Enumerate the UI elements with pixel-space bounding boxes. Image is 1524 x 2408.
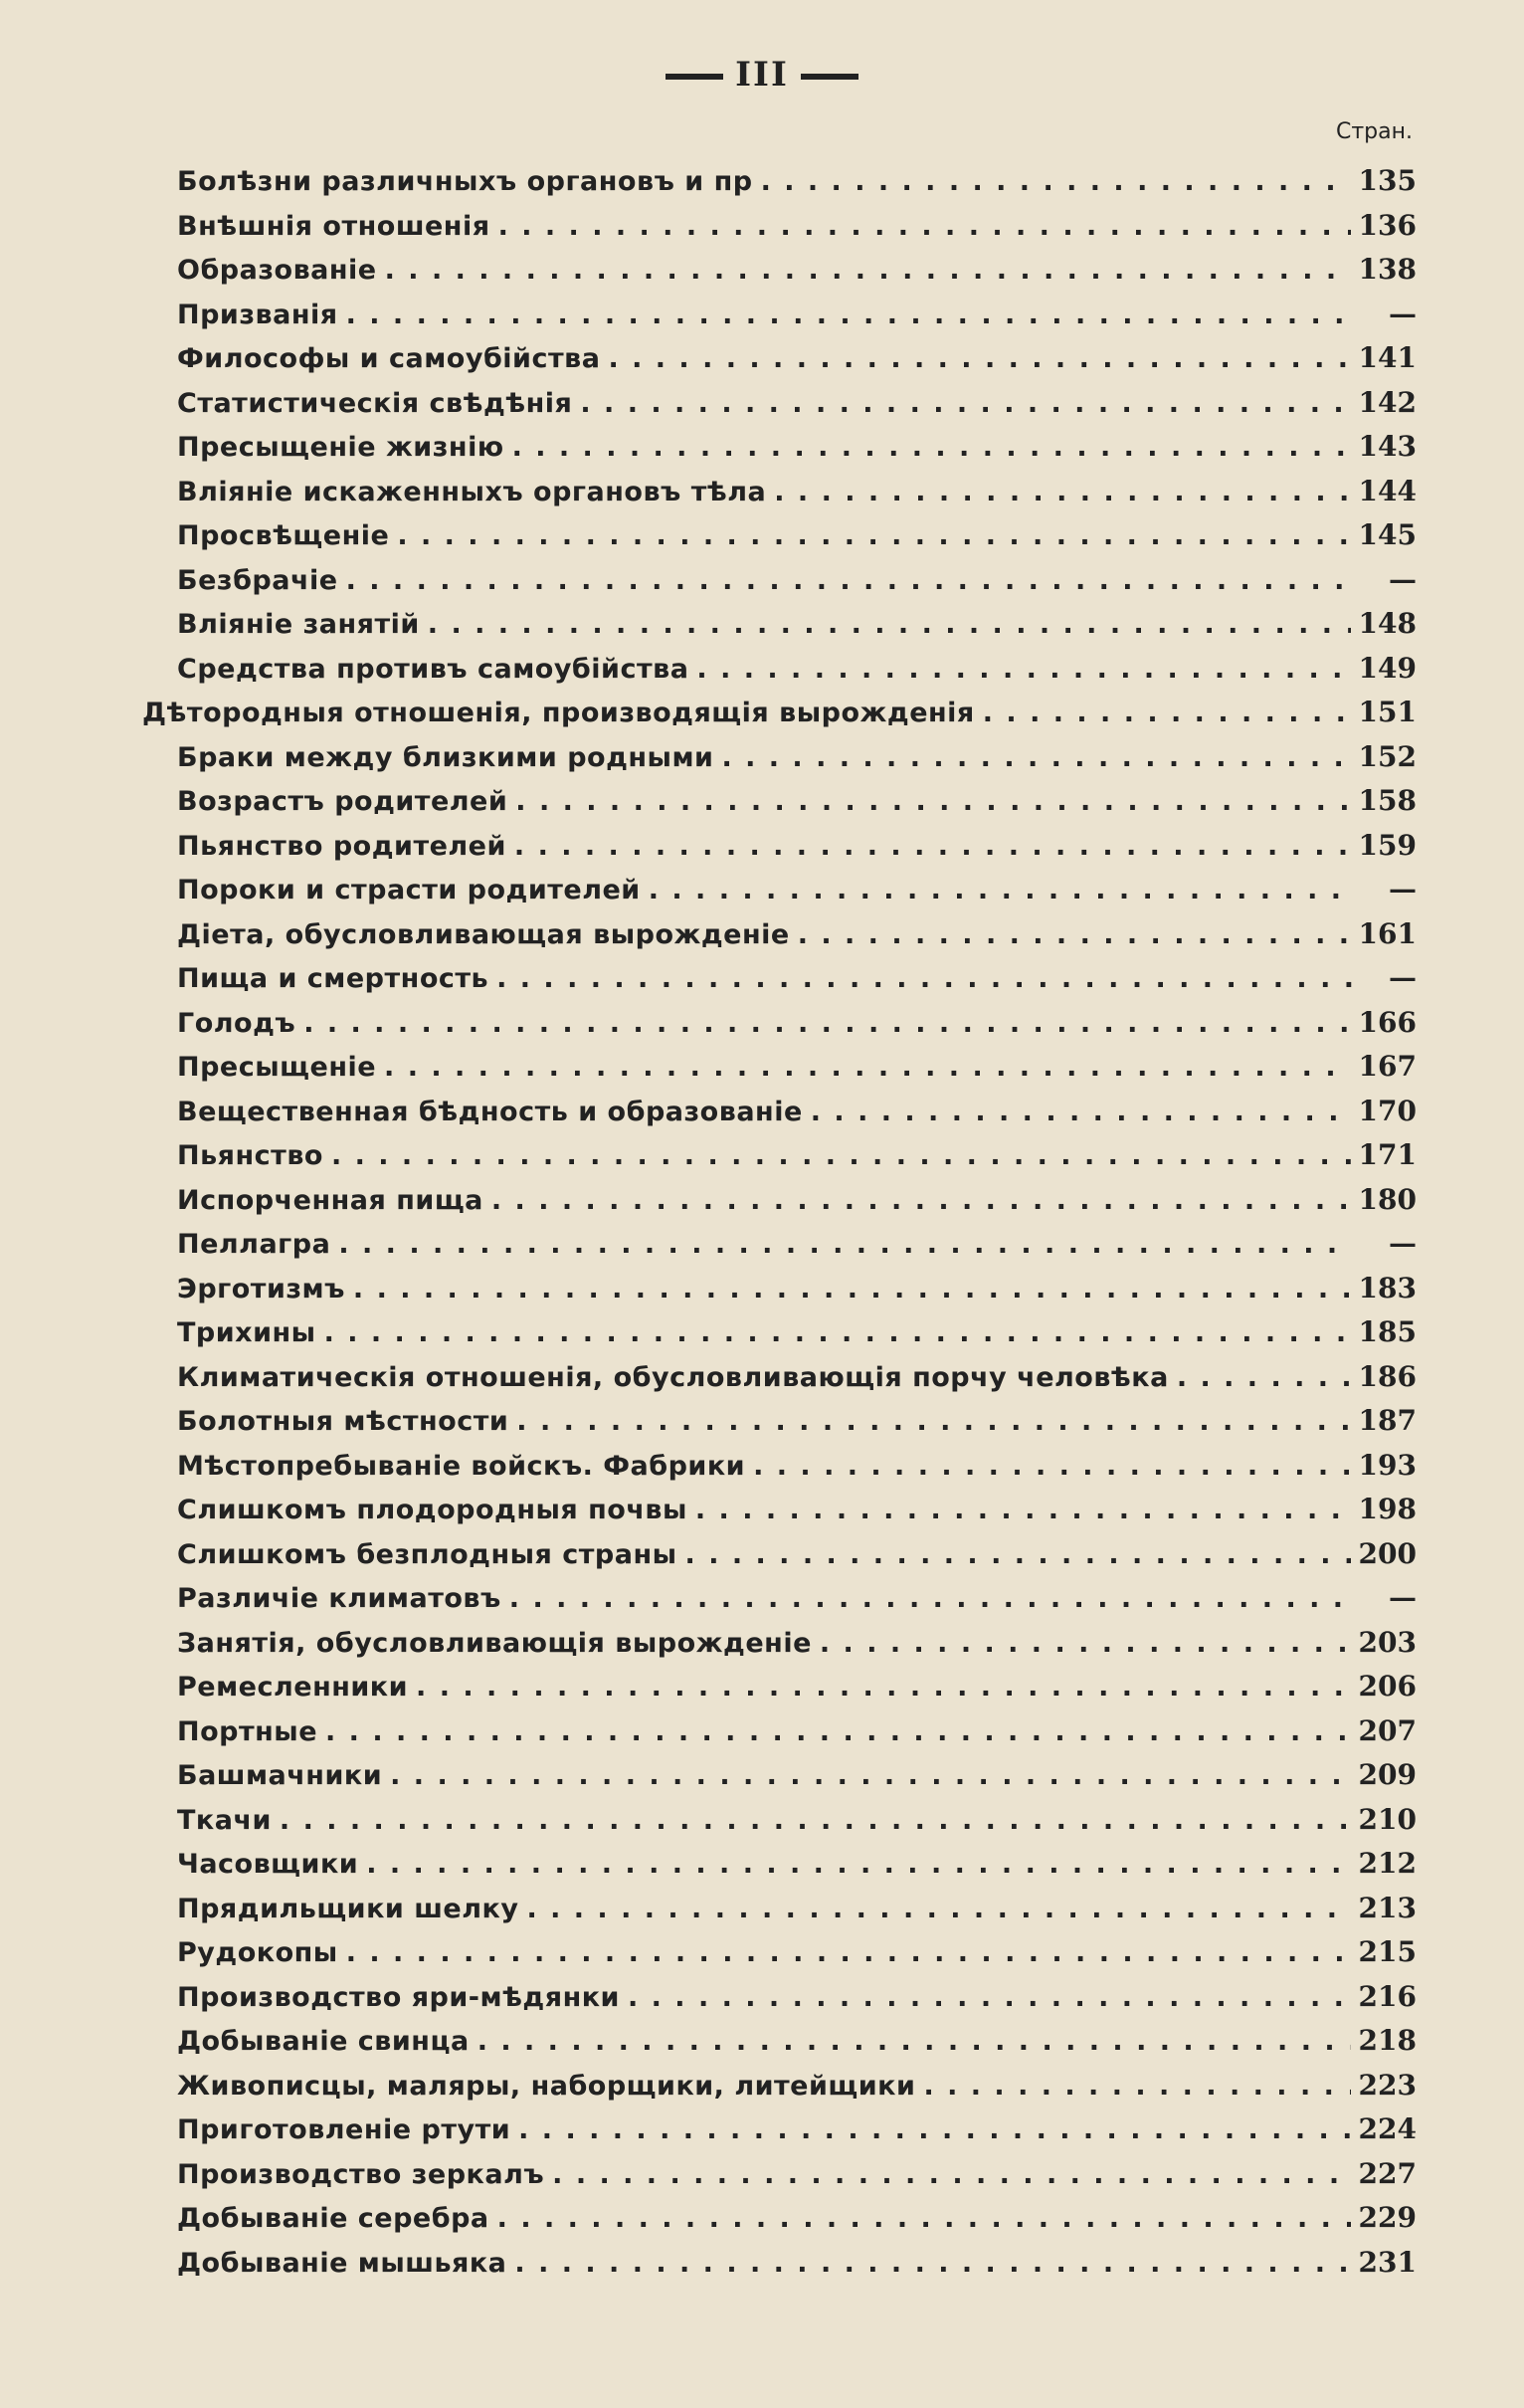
- dot-leader: [512, 426, 1351, 471]
- toc-entry: [0, 513, 1524, 558]
- toc-entry-title: Производство зеркалъ: [177, 2158, 545, 2190]
- toc-entry: [0, 2152, 1524, 2197]
- toc-entry-page-number: 143: [1358, 430, 1417, 463]
- toc-entry-page-number: —: [1389, 873, 1417, 905]
- dot-leader: [353, 1268, 1351, 1312]
- dot-leader: [721, 736, 1350, 781]
- toc-entry: [0, 1222, 1524, 1267]
- toc-entry-page-number: 151: [1358, 696, 1417, 728]
- toc-entry-row: [177, 735, 1417, 780]
- toc-entry-page-number: 203: [1358, 1625, 1417, 1659]
- dot-leader: [497, 2197, 1351, 2242]
- toc-entry-page-number: 213: [1358, 1891, 1417, 1924]
- toc-entry: [0, 2196, 1524, 2241]
- dot-leader: [518, 2108, 1350, 2153]
- toc-entry-row: [177, 248, 1417, 293]
- toc-entry-page-number: 158: [1358, 784, 1417, 817]
- toc-entry: [0, 2064, 1524, 2108]
- toc-entry: [0, 2019, 1524, 2064]
- toc-entry-title: Ремесленники: [177, 1672, 409, 1703]
- toc-entry-row: [177, 2241, 1417, 2286]
- toc-entry-row: [177, 1001, 1417, 1046]
- toc-entry-page-number: 170: [1358, 1094, 1417, 1127]
- toc-entry-row: [177, 1310, 1417, 1355]
- toc-entry: [0, 1532, 1524, 1577]
- dot-leader: [498, 205, 1351, 250]
- dot-leader: [385, 249, 1351, 294]
- toc-entry-title: Возрастъ родителей: [177, 786, 508, 817]
- toc-entry-row: [177, 1665, 1417, 1709]
- toc-entry: [0, 159, 1524, 204]
- toc-entry-row: [177, 1355, 1417, 1400]
- toc-entry: [0, 470, 1524, 514]
- toc-entry-title: Живописцы, маляры, наборщики, литейщики: [177, 2070, 916, 2102]
- toc-entry-title: Вліяніе занятій: [177, 609, 420, 640]
- toc-entry-row: [177, 1267, 1417, 1311]
- toc-entry: [0, 1798, 1524, 1843]
- toc-entry-page-number: —: [1389, 562, 1417, 596]
- toc-entry: [0, 1753, 1524, 1798]
- toc-entry-page-number: 159: [1358, 828, 1417, 862]
- dot-leader: [753, 1445, 1350, 1490]
- page-number-text: III: [735, 55, 789, 95]
- dot-leader: [552, 2153, 1350, 2198]
- dot-leader: [390, 1754, 1350, 1799]
- toc-entry-page-number: 144: [1358, 474, 1417, 507]
- toc-entry-page-number: —: [1389, 961, 1417, 994]
- dot-leader: [384, 1046, 1351, 1091]
- toc-entry-row: [177, 1753, 1417, 1798]
- toc-entry: [0, 1975, 1524, 2020]
- toc-entry-row: [177, 1045, 1417, 1090]
- dot-leader: [346, 1931, 1351, 1976]
- toc-entry: [0, 1399, 1524, 1444]
- toc-entry-page-number: 209: [1358, 1758, 1417, 1791]
- toc-entry-page-number: 227: [1358, 2156, 1417, 2190]
- toc-entry-page-number: —: [1389, 1581, 1417, 1614]
- toc-entry-row: [177, 2064, 1417, 2108]
- toc-entry-title: Слишкомъ плодородныя почвы: [177, 1495, 687, 1525]
- toc-entry-page-number: 135: [1358, 164, 1417, 197]
- dot-leader: [428, 603, 1351, 648]
- toc-entry-page-number: 145: [1358, 518, 1417, 551]
- toc-entry-row: [177, 1488, 1417, 1532]
- toc-entry-row: [177, 1178, 1417, 1223]
- toc-entry: [0, 956, 1524, 1001]
- toc-entry-title: Философы и самоубійства: [177, 343, 601, 374]
- toc-section-entry: [0, 691, 1524, 735]
- toc-entry: [0, 868, 1524, 912]
- toc-entry-page-number: 185: [1358, 1315, 1417, 1348]
- toc-entry-row: [177, 1798, 1417, 1843]
- toc-entry-page-number: 193: [1358, 1448, 1417, 1482]
- toc-entry-title: Пеллагра: [177, 1229, 331, 1260]
- toc-entry: [0, 824, 1524, 869]
- toc-entry-title: Добываніе мышьяка: [177, 2247, 507, 2279]
- toc-entry-page-number: 206: [1358, 1670, 1417, 1703]
- toc-entry-page-number: 198: [1358, 1493, 1417, 1525]
- toc-entry-title: Статистическія свѣдѣнія: [177, 387, 573, 419]
- toc-entry-row: [177, 1532, 1417, 1577]
- toc-entry-page-number: 149: [1358, 651, 1417, 685]
- dot-leader: [366, 1843, 1350, 1888]
- toc-entry-title: Браки между близкими родными: [177, 741, 714, 773]
- toc-entry-title: Эрготизмъ: [177, 1273, 345, 1304]
- toc-entry-row: [177, 1399, 1417, 1444]
- page-number: [0, 55, 1524, 95]
- toc-entry-page-number: 210: [1358, 1802, 1417, 1836]
- dot-leader: [526, 1888, 1350, 1932]
- dot-leader: [324, 1311, 1351, 1356]
- toc-entry: [0, 2107, 1524, 2152]
- toc-entry-row: [177, 912, 1417, 957]
- toc-entry-title: Ткачи: [177, 1804, 272, 1836]
- toc-entry-row: [177, 1444, 1417, 1489]
- toc-entry-page-number: 171: [1358, 1138, 1417, 1171]
- page-number-left-dash: [666, 74, 723, 80]
- toc-entry-row: [177, 2107, 1417, 2152]
- dot-leader: [983, 692, 1351, 736]
- toc-entry-title: Добываніе свинца: [177, 2026, 470, 2057]
- dot-leader: [685, 1533, 1351, 1578]
- toc-entry-row: [142, 691, 1417, 735]
- toc-entry-title: Пороки и страсти родителей: [177, 875, 641, 905]
- toc-entry-row: [177, 1222, 1417, 1267]
- toc-entry-page-number: 216: [1358, 1979, 1417, 2013]
- toc-entry: [0, 647, 1524, 692]
- toc-entry: [0, 1576, 1524, 1621]
- toc-entry: [0, 602, 1524, 647]
- toc-entry-title: Добываніе серебра: [177, 2203, 489, 2234]
- toc-entry-page-number: 187: [1358, 1404, 1417, 1437]
- dot-leader: [649, 869, 1353, 913]
- toc-entry-page-number: 136: [1358, 208, 1417, 242]
- dot-leader: [280, 1799, 1351, 1844]
- toc-entry-row: [177, 159, 1417, 204]
- toc-entry: [0, 1267, 1524, 1311]
- dot-leader: [397, 514, 1350, 559]
- toc-entry: [0, 1665, 1524, 1709]
- toc-entry: [0, 293, 1524, 337]
- toc-entry-title: Дѣторoдныя отношенія, производящія вырожденія: [142, 698, 975, 728]
- toc-entry-page-number: 207: [1358, 1713, 1417, 1747]
- toc-entry-page-number: 223: [1358, 2068, 1417, 2102]
- toc-entry-page-number: —: [1389, 1227, 1417, 1260]
- toc-entry-page-number: 138: [1358, 253, 1417, 286]
- toc-entry-row: [177, 956, 1417, 1001]
- toc-entry-title: Различіе климатовъ: [177, 1583, 501, 1614]
- dot-leader: [338, 1223, 1353, 1268]
- toc-entry-title: Прядильщики шелку: [177, 1893, 519, 1924]
- toc-entry: [0, 912, 1524, 957]
- toc-entry-row: [177, 204, 1417, 249]
- dot-leader: [774, 471, 1350, 515]
- toc-entry-row: [177, 647, 1417, 692]
- toc-entry-title: Внѣшнія отношенія: [177, 210, 490, 242]
- toc-entry-title: Пьянство родителей: [177, 830, 506, 862]
- dot-leader: [509, 1577, 1353, 1622]
- toc-entry: [0, 1178, 1524, 1223]
- toc-entry-title: Климатическія отношенія, обусловливающія порчу человѣка: [177, 1361, 1169, 1393]
- dot-leader: [798, 913, 1351, 958]
- toc-entry: [0, 1709, 1524, 1754]
- toc-entry-title: Вещественная бѣдность и образованіе: [177, 1096, 803, 1127]
- dot-leader: [1177, 1356, 1351, 1401]
- dot-leader: [303, 1002, 1350, 1047]
- toc-entry-page-number: 166: [1358, 1005, 1417, 1039]
- toc-entry-title: Вліяніе искаженныхъ органовъ тѣла: [177, 476, 767, 507]
- toc-entry: [0, 558, 1524, 603]
- toc-entry: [0, 1001, 1524, 1046]
- toc-entry-page-number: 218: [1358, 2024, 1417, 2057]
- toc-entry-title: Рудокопы: [177, 1937, 338, 1968]
- toc-entry-page-number: 152: [1358, 739, 1417, 773]
- toc-entry-row: [177, 1621, 1417, 1666]
- toc-entry-row: [177, 1090, 1417, 1134]
- toc-entry: [0, 1887, 1524, 1931]
- toc-entry: [0, 1488, 1524, 1532]
- toc-entry-row: [177, 558, 1417, 603]
- toc-entry-page-number: 212: [1358, 1847, 1417, 1880]
- toc-entry-page-number: 200: [1358, 1536, 1417, 1570]
- toc-entry: [0, 779, 1524, 824]
- toc-entry-row: [177, 1709, 1417, 1754]
- toc-entry-page-number: 141: [1358, 341, 1417, 374]
- toc-entry-row: [177, 1133, 1417, 1178]
- toc-entry-row: [177, 868, 1417, 912]
- toc-entry-row: [177, 1842, 1417, 1887]
- toc-entry: [0, 1842, 1524, 1887]
- toc-entry-title: Средства противъ самоубійства: [177, 653, 689, 685]
- toc-entry-row: [177, 824, 1417, 869]
- toc-entry: [0, 735, 1524, 780]
- toc-entry: [0, 1310, 1524, 1355]
- toc-entry: [0, 425, 1524, 470]
- toc-entry-page-number: 180: [1358, 1182, 1417, 1216]
- toc-entry: [0, 1133, 1524, 1178]
- toc-entry-title: Болотныя мѣстности: [177, 1406, 509, 1437]
- toc-entry: [0, 1444, 1524, 1489]
- dot-leader: [923, 2065, 1350, 2109]
- toc-entry-title: Призванія: [177, 299, 338, 330]
- dot-leader: [325, 1710, 1351, 1755]
- toc-entry: [0, 248, 1524, 293]
- dot-leader: [346, 559, 1353, 604]
- dot-leader: [696, 648, 1350, 693]
- toc-entry-title: Занятія, обусловливающія вырожденіе: [177, 1627, 812, 1659]
- toc-entry: [0, 204, 1524, 249]
- toc-entry-row: [177, 1887, 1417, 1931]
- toc-entry-row: [177, 1930, 1417, 1975]
- dot-leader: [761, 160, 1351, 205]
- dot-leader: [514, 825, 1351, 870]
- toc-entry-title: Часовщики: [177, 1849, 359, 1880]
- toc-entry-title: Діета, обусловливающая вырожденіе: [177, 918, 790, 950]
- dot-leader: [416, 1666, 1351, 1710]
- toc-entry: [0, 1355, 1524, 1400]
- toc-entry-row: [177, 1576, 1417, 1621]
- toc-entry-row: [177, 2152, 1417, 2197]
- dot-leader: [491, 1179, 1351, 1224]
- toc-entry-title: Портные: [177, 1715, 318, 1747]
- dot-leader: [608, 337, 1350, 382]
- toc-entry: [0, 336, 1524, 381]
- toc-entry-row: [177, 425, 1417, 470]
- toc-entry-title: Приготовленіе ртути: [177, 2114, 511, 2145]
- toc-entry-page-number: 224: [1358, 2112, 1417, 2145]
- toc-entry-row: [177, 293, 1417, 337]
- toc-entry-page-number: —: [1389, 297, 1417, 330]
- toc-entry-title: Производство яри-мѣдянки: [177, 1981, 620, 2013]
- toc-entry-title: Башмачники: [177, 1760, 383, 1791]
- toc-entry-title: Пища и смертность: [177, 963, 489, 994]
- table-of-contents: [0, 159, 1524, 2285]
- dot-leader: [695, 1489, 1351, 1533]
- toc-entry-page-number: 231: [1358, 2245, 1417, 2279]
- page-number-right-dash: [801, 74, 858, 80]
- toc-entry-row: [177, 779, 1417, 824]
- toc-entry-title: Трихины: [177, 1317, 316, 1348]
- toc-entry-page-number: 183: [1358, 1271, 1417, 1304]
- toc-entry-row: [177, 513, 1417, 558]
- toc-entry-title: Пресыщеніе жизнію: [177, 432, 504, 463]
- toc-entry-title: Пьянство: [177, 1140, 323, 1171]
- dot-leader: [580, 382, 1350, 427]
- toc-entry: [0, 1090, 1524, 1134]
- dot-leader: [477, 2020, 1351, 2065]
- page-column-header: Стран.: [1336, 119, 1413, 144]
- toc-entry: [0, 1930, 1524, 1975]
- dot-leader: [628, 1976, 1351, 2021]
- toc-entry-page-number: 215: [1358, 1935, 1417, 1968]
- toc-entry-page-number: 148: [1358, 607, 1417, 640]
- toc-entry-row: [177, 602, 1417, 647]
- dot-leader: [820, 1622, 1351, 1667]
- toc-entry-row: [177, 470, 1417, 514]
- toc-entry-row: [177, 381, 1417, 426]
- toc-entry: [0, 381, 1524, 426]
- toc-entry-page-number: 161: [1358, 916, 1417, 950]
- dot-leader: [346, 294, 1353, 338]
- toc-entry: [0, 1045, 1524, 1090]
- toc-entry-row: [177, 336, 1417, 381]
- toc-entry-title: Испорченная пища: [177, 1184, 483, 1216]
- toc-entry-title: Просвѣщеніе: [177, 520, 390, 551]
- toc-entry-page-number: 229: [1358, 2201, 1417, 2234]
- toc-entry: [0, 1621, 1524, 1666]
- dot-leader: [811, 1091, 1351, 1135]
- dot-leader: [516, 1400, 1350, 1445]
- dot-leader: [515, 780, 1350, 825]
- toc-entry-page-number: 186: [1358, 1359, 1417, 1393]
- toc-entry-title: Безбрачіе: [177, 564, 338, 596]
- toc-entry-row: [177, 2019, 1417, 2064]
- toc-entry-title: Образованіе: [177, 255, 377, 286]
- toc-entry: [0, 2241, 1524, 2286]
- toc-entry-row: [177, 1975, 1417, 2020]
- toc-entry-page-number: 142: [1358, 385, 1417, 419]
- toc-entry-title: Болѣзни различныхъ органовъ и пр: [177, 166, 753, 197]
- toc-entry-title: Мѣстопребываніе войскъ. Фабрики: [177, 1450, 746, 1482]
- toc-entry-page-number: 167: [1358, 1050, 1417, 1083]
- dot-leader: [496, 957, 1353, 1002]
- toc-entry-title: Слишкомъ безплодныя страны: [177, 1538, 677, 1570]
- toc-entry-row: [177, 2196, 1417, 2241]
- dot-leader: [331, 1134, 1351, 1179]
- toc-entry-title: Пресыщеніе: [177, 1052, 377, 1083]
- dot-leader: [514, 2242, 1350, 2287]
- toc-entry-title: Голодъ: [177, 1007, 296, 1039]
